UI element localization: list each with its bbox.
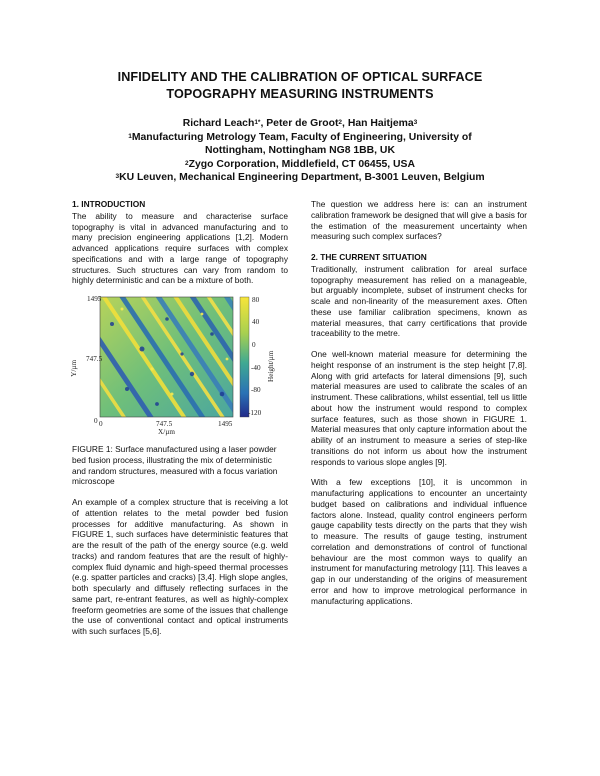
author-3-sup: 3 (413, 119, 418, 126)
left-column (72, 199, 288, 637)
paper-title (60, 69, 540, 103)
colorbar (240, 297, 249, 417)
colorbar-tick-0: 0 (252, 341, 256, 349)
colorbar-tick-40: 40 (252, 318, 260, 326)
y-axis-label: Y/µm (70, 359, 79, 377)
figure-1-caption: FIGURE 1: Surface manufactured using a laser powder bed fusion process, illustrating the mix of deterministic and random structures, measured with a focus variation microscope (72, 444, 278, 487)
affiliation-1-cont: Nottingham, Nottingham NG8 1BB, UK (205, 145, 395, 157)
author-1-sup: 1* (254, 119, 261, 126)
figure-1 (72, 294, 288, 436)
intro-paragraph-3: The question we address here is: can an instrument calibration framework be designed that will give a basis for the estimation of the measurement uncertainty when measuring such complex surfaces? (311, 199, 527, 242)
colorbar-tick-m120: -120 (248, 409, 262, 417)
colorbar-tick-m40: -40 (251, 364, 261, 372)
author-block (60, 117, 540, 185)
author-2-sup: 2 (338, 119, 343, 126)
author-1: Richard Leach (182, 118, 255, 129)
author-3: , Han Haitjema (342, 118, 414, 129)
colorbar-tick-80: 80 (252, 296, 260, 304)
section-2-heading: 2. THE CURRENT SITUATION (311, 252, 427, 262)
y-tick-bottom: 0 (94, 417, 98, 425)
y-tick-mid: 747.5 (86, 355, 103, 363)
intro-paragraph-1: The ability to measure and characterise surface topography is vital in advanced manufacturing and to many precision engineering applications [1,2]. Modern advanced applications require surfaces with complex specifications and with a large range of topography structures. Such structures can vary from random to highly deterministic and can be a mixture of both. (72, 210, 288, 286)
intro-paragraph-2: An example of a complex structure that is receiving a lot of attention relates to the metal powder bed fusion processes for additive manufacturing. As shown in FIGURE 1, such surfaces have deterministic features that are the result of the path of the energy source (e.g. weld tracks) and random features that are the result of highly-complex fluid dynamic and high-speed thermal processes (e.g. spatter particles and cracks) [3,4]. High slope angles, both specularly and diffusely reflecting surfaces in the same part, re-entrant features, as well as highly-complex freeform geometries are some of the issues that challenge the use of conventional contact and optical instruments with such surfaces [5,6]. (72, 497, 288, 636)
current-paragraph-1: Traditionally, instrument calibration for areal surface topography measurement has relied on a manageable, but arguably incomplete, subset of instrument checks for scale and non-linearity of the measurement axes. Often these use familiar calibration specimens, known as material measures, that carry certifications that provide traceability to the metre. (311, 263, 527, 339)
colorbar-label: Height/µm (267, 350, 275, 382)
current-paragraph-3: With a few exceptions [10], it is uncommon in manufacturing applications to encounter an uncertainty budget based on calibrations and individual influence factors alone. Instead, quality control engineers perform gauge capability tests directly on the parts that they wish to measure. The results of gauge testing, instrument correlation and demonstrations of control of functional behaviour are the most common ways to qualify an instrument for manufacturing metrology [11]. This leaves a gap in our understanding of the origins of measurement error and how to improve metrological performance in manufacturing applications. (311, 477, 527, 606)
x-tick-left: 0 (99, 420, 103, 428)
right-column (311, 199, 527, 606)
x-axis-label: X/µm (158, 428, 175, 436)
title-line-2: TOPOGRAPHY MEASURING INSTRUMENTS (166, 87, 434, 101)
y-tick-top: 1495 (87, 295, 102, 303)
author-2: , Peter de Groot (260, 118, 339, 129)
current-paragraph-2: One well-known material measure for determining the height response of an instrument is the step height [7,8]. Along with grid artefacts for lateral dimensions [9], such material measures are used to calibrate the scales of an instrument. These calibrations, whilst essential, tell us little about how the instrument would respond to complex surface features, such as those shown in FIGURE 1. Material measures that only capture information about the ability of an instrument to measure a series of step-like transitions do not inform us about how the instrument responds to various slope angles [9]. (311, 349, 527, 467)
author-names (60, 117, 540, 131)
affiliation-1: $^1$Manufacturing Metrology Team, Faculty of Engineering, University of (128, 131, 472, 143)
section-1-heading: 1. INTRODUCTION (72, 199, 146, 209)
affiliation-3: $^3$KU Leuven, Mechanical Engineering Department, B-3001 Leuven, Belgium (115, 172, 485, 184)
height-map (100, 297, 233, 417)
x-tick-mid: 747.5 (156, 420, 173, 428)
x-tick-right: 1495 (218, 420, 233, 428)
affiliation-2: $^2$Zygo Corporation, Middlefield, CT 06455, USA (185, 158, 415, 170)
title-line-1: INFIDELITY AND THE CALIBRATION OF OPTICAL SURFACE (117, 70, 483, 84)
colorbar-tick-m80: -80 (251, 386, 261, 394)
